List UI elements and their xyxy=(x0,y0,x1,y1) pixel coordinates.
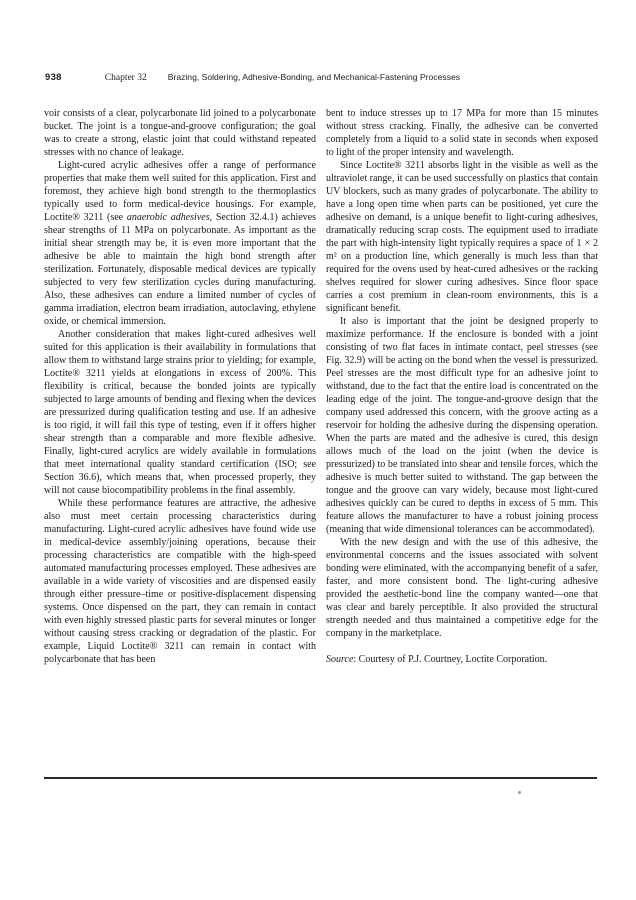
text-columns xyxy=(44,107,598,666)
scan-artifact xyxy=(518,791,521,794)
italic-term: anaerobic adhesives xyxy=(126,212,210,223)
right-column xyxy=(326,107,598,666)
chapter-label: Chapter 32 xyxy=(104,73,147,83)
paragraph: With the new design and with the use of this adhesive, the environmental concerns and the issues associated with solvent bonding were eliminated, with the accompanying benefit of a safer, faster, and more consistent bond. The light-curing adhesive provided the aesthetic-bond line the company wanted—one that was clear and barely perceptible. It also provided the structural strength needed and thus maintained a competitive edge for the company in the marketplace. xyxy=(326,537,598,639)
paragraph: While these performance features are attractive, the adhesive also must meet certain processing characteristics during manufacturing. Light-cured acrylic adhesives have found wide use in medical-device assembly/joining operations, because their processing characteristics are compatible with the high-speed automated manufacturing processes employed. These adhesives are available in a wide variety of viscosities and are dispensed easily through either pressure–time or positive-displacement dispensing systems. Once dispensed on the part, they can remain in contact with even highly stressed plastic parts for several minutes or longer without causing stress cracking or degradation of the plastic. For example, Liquid Loctite® 3211 can remain in contact with polycarbonate that has been xyxy=(44,498,316,665)
source-label: Source xyxy=(326,654,354,665)
paragraph-continuation: bent to induce stresses up to 17 MPa for more than 15 minutes without stress cracking. Finally, the adhesive can be converted completely from a liquid to a solid state in seconds when exposed to light of the proper intensity and wavelength. xyxy=(326,108,598,158)
paragraph xyxy=(44,159,316,328)
running-title: Brazing, Soldering, Adhesive-Bonding, and Mechanical-Fastening Processes xyxy=(167,72,461,82)
left-column xyxy=(44,107,316,666)
paragraph-continuation: voir consists of a clear, polycarbonate lid joined to a polycarbonate bucket. The joint is a tongue-and-groove configuration; the goal was to create a strong, elastic joint that could withstand repeated stresses with no chance of leakage. xyxy=(44,108,316,158)
section-divider-rule xyxy=(44,777,597,779)
paragraph: Another consideration that makes light-cured adhesives well suited for this application is their availability in formulations that allow them to withstand large strains prior to yielding; for example, Loctite® 3211 yields at elongations in excess of 200%. This flexibility is critical, because the bonded joints are typically subjected to large amounts of bending and flexing when the devices are pressurized during qualification testing and use. If an adhesive is too rigid, it will fail this type of testing, even if it offers higher shear strength than a comparable and more flexible adhesive. Finally, light-cured acrylics are widely available in formulations that meet international quality standard certification (ISO; see Section 36.6), which means that, when processed properly, they will not cause biocompatibility problems in the final assembly. xyxy=(44,329,316,496)
paragraph: Since Loctite® 3211 absorbs light in the visible as well as the ultraviolet range, it can be used successfully on plastics that contain UV blockers, such as many grades of polycarbonate. The ability to have a long open time when parts can be positioned, yet cure the adhesive on demand, is a unique benefit to light-curing adhesives, dramatically reducing scrap costs. The equipment used to irradiate the part with high-intensity light typically requires a space of 1 × 2 m² on a production line, which generally is much less than that required for the ovens used by heat-cured adhesives or the racking shelves required for slower curing adhesives. Since floor space carries a cost premium in clean-room environments, this is a significant benefit. xyxy=(326,160,598,314)
paragraph-text: Light-cured acrylic adhesives offer a range of performance properties that make them well suited for this application. First and foremost, they achieve high bond strength to the thermoplastics typically used to form medical-device housings. For example, Loctite® 3211 (see xyxy=(44,160,316,223)
source-text: : Courtesy of P.J. Courtney, Loctite Corporation. xyxy=(353,654,548,665)
source-credit xyxy=(326,653,598,666)
page-number: 938 xyxy=(45,72,62,83)
paragraph-text: , Section 32.4.1) achieves shear strengths of 11 MPa on polycarbonate. As important as the initial shear strength may be, it is even more important that the adhesive be able to maintain the high bond strength after sterilization. Fortunately, disposable medical devices are typically subjected to very few sterilization cycles during manufacturing. Also, these adhesives can endure a limited number of cycles of gamma irradiation, electron beam irradiation, autoclaving, ethylene oxide, or chemical immersion. xyxy=(44,212,316,327)
paragraph: It also is important that the joint be designed properly to maximize performance. If the enclosure is bonded with a joint consisting of two flat faces in intimate contact, peel stresses (see Fig. 32.9) will be acting on the bond when the vessel is pressurized. Peel stresses are the most difficult type for an adhesive joint to withstand, due to the fact that the entire load is concentrated on the leading edge of the joint. The tongue-and-groove design that the company used addressed this concern, with the groove acting as a reservoir for holding the adhesive during the dispensing operation. When the parts are mated and the adhesive is cured, this design allows much of the load on the joint (when the device is pressurized) to be translated into shear and tensile forces, which the adhesive is much better suited to withstand. The gap between the tongue and the groove can vary widely, because most light-cured adhesives quickly can be cured to depths in excess of 5 mm. This feature allows the manufacturer to have a robust joining process (meaning that wide dimensional tolerances can be accommodated). xyxy=(326,316,598,535)
page-header xyxy=(45,72,596,83)
